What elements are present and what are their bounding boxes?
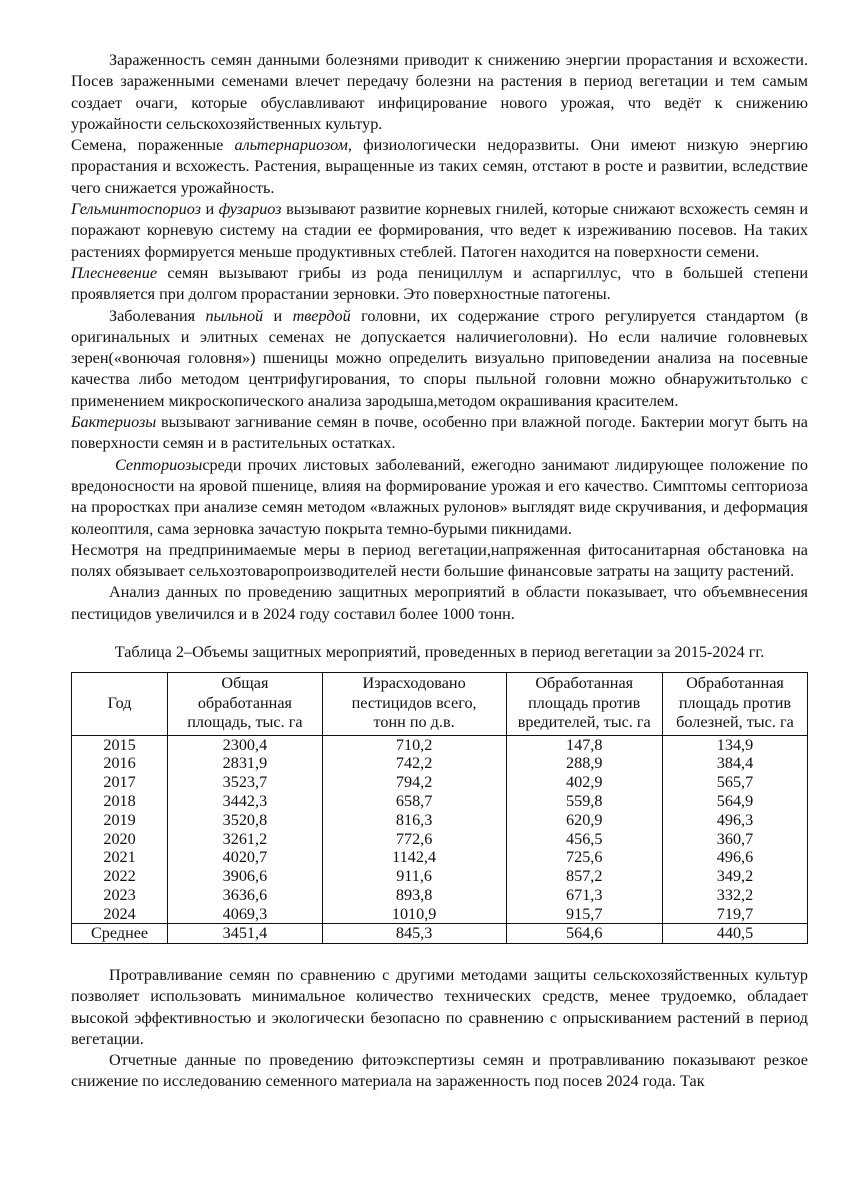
cell-pesticides: 772,6 [322, 830, 506, 849]
cell-disease-area: 134,9 [662, 735, 807, 754]
header-pesticides: Израсходовано пестицидов всего, тонн по д.в. [322, 673, 506, 736]
paragraph-reports: Отчетные данные по проведению фитоэкспертизы семян и протравливанию показывают резкое снижение по исследованию семенного материала на зараженность под посев 2024 года. Так [71, 1051, 808, 1091]
cell-pesticides: 893,8 [322, 886, 506, 905]
cell-disease-area: 349,2 [662, 867, 807, 886]
cell-disease-area: 496,6 [662, 848, 807, 867]
cell-year: 2022 [72, 867, 168, 886]
cell-total-area: 4069,3 [168, 905, 323, 924]
paragraph-phytosanitary: Несмотря на предпринимаемые меры в период вегетации,напряженная фитосанитарная обстановка на полях обязывает сельхозтоваропроизводителей нести большие финансовые затраты на защиту растений. [71, 540, 808, 581]
cell-disease-area: 564,9 [662, 792, 807, 811]
paragraph-analysis: Анализ данных по проведению защитных мероприятий в области показывает, что объемвнесения пестицидов увеличился и в 2024 году составил более 1000 тонн. [71, 583, 808, 623]
cell-pesticides: 658,7 [322, 792, 506, 811]
paragraph-seed-treatment: Протравливание семян по сравнению с другими методами защиты сельскохозяйственных культур позволяет использовать минимальное количество технических средств, менее трудоемко, обладает высокой эффективностью и экологически безопасно по сравнению с опрыскиванием растений в период вегетации. [71, 965, 808, 1048]
header-pest-area: Обработанная площадь против вредителей, тыс. га [506, 673, 662, 736]
table-body [72, 735, 808, 943]
cell-total-area: 2300,4 [168, 735, 323, 754]
protection-volumes-table [71, 672, 808, 944]
cell-total-area: 3261,2 [168, 830, 323, 849]
cell-pest-area: 147,8 [506, 735, 662, 754]
cell-total-area: 3451,4 [168, 924, 323, 944]
cell-pest-area: 725,6 [506, 848, 662, 867]
cell-pest-area: 288,9 [506, 754, 662, 773]
table-row-average [72, 924, 808, 944]
cell-total-area: 3442,3 [168, 792, 323, 811]
cell-pest-area: 620,9 [506, 811, 662, 830]
cell-pest-area: 402,9 [506, 773, 662, 792]
cell-pest-area: 857,2 [506, 867, 662, 886]
cell-pesticides: 845,3 [322, 924, 506, 944]
cell-disease-area: 440,5 [662, 924, 807, 944]
document-page [71, 50, 808, 1093]
cell-pest-area: 456,5 [506, 830, 662, 849]
cell-year: 2024 [72, 905, 168, 924]
cell-year: 2015 [72, 735, 168, 754]
cell-total-area: 2831,9 [168, 754, 323, 773]
cell-pest-area: 559,8 [506, 792, 662, 811]
cell-total-area: 3906,6 [168, 867, 323, 886]
paragraph-bacteriosis: Бактериозы вызывают загнивание семян в почве, особенно при влажной погоде. Бактерии могут быть на поверхности семян и в растительных остатках. [71, 413, 808, 453]
table-row [72, 848, 808, 867]
cell-year: 2021 [72, 848, 168, 867]
cell-pesticides: 742,2 [322, 754, 506, 773]
cell-total-area: 3520,8 [168, 811, 323, 830]
cell-year: 2019 [72, 811, 168, 830]
cell-total-area: 3636,6 [168, 886, 323, 905]
cell-pesticides: 794,2 [322, 773, 506, 792]
paragraph-helminthosporium: Гельминтоспориоз и фузариоз вызывают развитие корневых гнилей, которые снижают всхожесть семян и поражают корневую систему на стадии ее формирования, что ведет к изреживанию посевов. На таких растениях формируется меньше продуктивных стеблей. Патоген находится на поверхности семени. [71, 200, 808, 261]
cell-disease-area: 384,4 [662, 754, 807, 773]
header-year: Год [72, 673, 168, 736]
table-row [72, 735, 808, 754]
cell-year: 2023 [72, 886, 168, 905]
cell-disease-area: 332,2 [662, 886, 807, 905]
cell-pesticides: 911,6 [322, 867, 506, 886]
cell-pest-area: 564,6 [506, 924, 662, 944]
cell-pesticides: 710,2 [322, 735, 506, 754]
cell-year: 2020 [72, 830, 168, 849]
table-caption: Таблица 2–Объемы защитных мероприятий, проведенных в период вегетации за 2015-2024 гг. [114, 643, 765, 662]
cell-disease-area: 360,7 [662, 830, 807, 849]
cell-total-area: 4020,7 [168, 848, 323, 867]
cell-pest-area: 671,3 [506, 886, 662, 905]
cell-pest-area: 915,7 [506, 905, 662, 924]
cell-disease-area: 719,7 [662, 905, 807, 924]
cell-year: 2017 [72, 773, 168, 792]
table-row [72, 886, 808, 905]
paragraph-septoria: Септориозысреди прочих листовых заболеваний, ежегодно занимают лидирующее положение по вредоносности на яровой пшенице, влияя на формирование урожая и его качество. Симптомы септориоза на проростках при анализе семян методом «влажных рулонов» выглядят виде скручивания, и деформация колеоптиля, сама зерновка зачастую покрыта темно-бурыми пикнидами. [71, 455, 808, 538]
cell-pesticides: 816,3 [322, 811, 506, 830]
table-row [72, 811, 808, 830]
cell-total-area: 3523,7 [168, 773, 323, 792]
paragraph-alternaria: Семена, пораженные альтернариозом, физиологически недоразвиты. Они имеют низкую энергию прорастания и всхожесть. Растения, выращенные из таких семян, отстают в росте и развитии, вследствие чего снижается урожайность. [71, 136, 808, 197]
table-row [72, 905, 808, 924]
table-row [72, 754, 808, 773]
cell-year: 2018 [72, 792, 168, 811]
cell-year: Среднее [72, 924, 168, 944]
table-row [72, 830, 808, 849]
table-row [72, 867, 808, 886]
header-total-area: Общая обработанная площадь, тыс. га [168, 673, 323, 736]
paragraph-mold: Плесневение семян вызывают грибы из рода пенициллум и аспаргиллус, что в большей степени проявляется при долгом прорастании зерновки. Это поверхностные патогены. [71, 263, 808, 304]
paragraph-seed-infection: Зараженность семян данными болезнями приводит к снижению энергии прорастания и всхожести. Посев зараженными семенами влечет передачу болезни на растения в период вегетации и тем самым создает очаги, которые обуславливают инфицирование нового урожая, что ведёт к снижению урожайности сельскохозяйственных культур. [71, 51, 808, 133]
table-row [72, 773, 808, 792]
table-row [72, 792, 808, 811]
cell-disease-area: 496,3 [662, 811, 807, 830]
cell-year: 2016 [72, 754, 168, 773]
table-header-row [72, 673, 808, 736]
cell-disease-area: 565,7 [662, 773, 807, 792]
header-disease-area: Обработанная площадь против болезней, тыс. га [662, 673, 807, 736]
cell-pesticides: 1010,9 [322, 905, 506, 924]
cell-pesticides: 1142,4 [322, 848, 506, 867]
paragraph-smut: Заболевания пыльной и твердой головни, их содержание строго регулируется стандартом (в оригинальных и элитных семенах не допускается наличиеголовни). Но если наличие головневых зерен(«вонючая головня») пшеницы можно определить визуально приповедении анализа на посевные качества либо методом центрифугирования, то споры пыльной головни можно обнаружитьтолько с применением микроскопического анализа зародыша,методом окрашивания красителем. [71, 306, 808, 410]
